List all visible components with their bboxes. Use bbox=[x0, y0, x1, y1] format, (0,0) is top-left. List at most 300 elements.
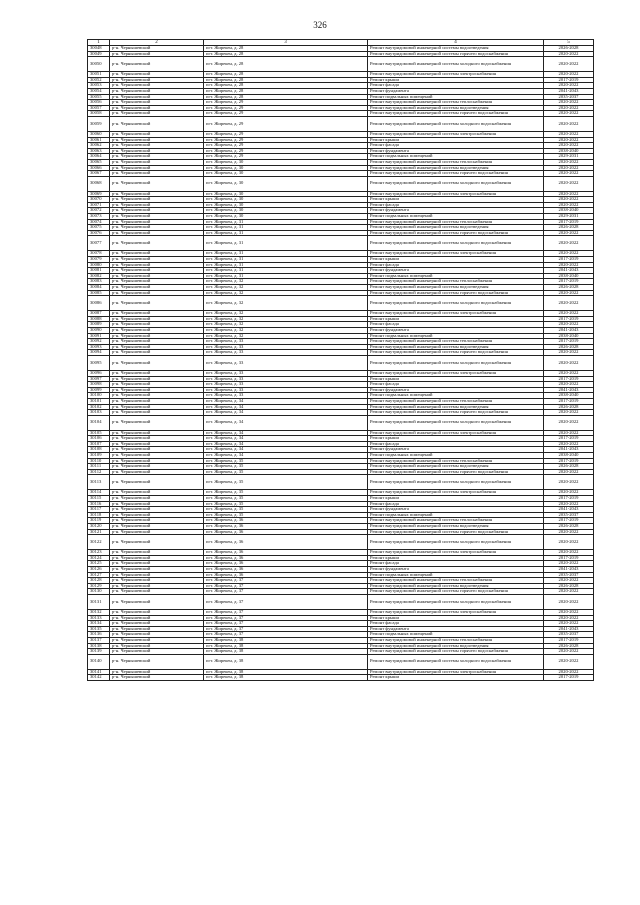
work-type-cell: Ремонт фундамента bbox=[368, 208, 544, 214]
row-number-cell: 30050 bbox=[88, 57, 110, 72]
work-type-cell: Ремонт внутридомовой инженерной системы электроснабжения bbox=[368, 669, 544, 675]
table-row bbox=[88, 675, 594, 681]
address-cell: пгт. Жирекен, д. 31 bbox=[204, 257, 368, 263]
district-cell: р-н. Чернышевский bbox=[110, 105, 204, 111]
row-number-cell: 30065 bbox=[88, 159, 110, 165]
header-cell-2: 2 bbox=[110, 40, 204, 46]
row-number-cell: 30100 bbox=[88, 393, 110, 399]
period-cell: 2017-2019 bbox=[544, 279, 594, 285]
work-type-cell: Ремонт внутридомовой инженерной системы водоотведения bbox=[368, 105, 544, 111]
row-number-cell: 30114 bbox=[88, 490, 110, 496]
district-cell: р-н. Чернышевский bbox=[110, 236, 204, 251]
district-cell: р-н. Чернышевский bbox=[110, 464, 204, 470]
period-cell: 2017-2019 bbox=[544, 316, 594, 322]
period-cell: 2017-2019 bbox=[544, 339, 594, 345]
period-cell: 2020-2022 bbox=[544, 72, 594, 78]
period-cell: 2020-2022 bbox=[544, 561, 594, 567]
work-type-cell: Ремонт фасада bbox=[368, 382, 544, 388]
period-cell: 2020-2022 bbox=[544, 100, 594, 106]
district-cell: р-н. Чернышевский bbox=[110, 230, 204, 236]
address-cell: пгт. Жирекен, д. 33 bbox=[204, 376, 368, 382]
address-cell: пгт. Жирекен, д. 34 bbox=[204, 430, 368, 436]
work-type-cell: Ремонт крыши bbox=[368, 77, 544, 83]
district-cell: р-н. Чернышевский bbox=[110, 675, 204, 681]
district-cell: р-н. Чернышевский bbox=[110, 268, 204, 274]
period-cell: 2041-2043 bbox=[544, 626, 594, 632]
work-type-cell: Ремонт внутридомовой инженерной системы холодного водоснабжения bbox=[368, 654, 544, 669]
row-number-cell: 30094 bbox=[88, 350, 110, 356]
work-type-cell: Ремонт подвальных помещений bbox=[368, 214, 544, 220]
address-cell: пгт. Жирекен, д. 31 bbox=[204, 236, 368, 251]
address-cell: пгт. Жирекен, д. 29 bbox=[204, 148, 368, 154]
address-cell: пгт. Жирекен, д. 38 bbox=[204, 643, 368, 649]
address-cell: пгт. Жирекен, д. 37 bbox=[204, 578, 368, 584]
address-cell: пгт. Жирекен, д. 32 bbox=[204, 296, 368, 311]
district-cell: р-н. Чернышевский bbox=[110, 176, 204, 191]
work-type-cell: Ремонт внутридомовой инженерной системы теплоснабжения bbox=[368, 159, 544, 165]
period-cell: 2041-2043 bbox=[544, 88, 594, 94]
period-cell: 2020-2022 bbox=[544, 202, 594, 208]
district-cell: р-н. Чернышевский bbox=[110, 566, 204, 572]
address-cell: пгт. Жирекен, д. 34 bbox=[204, 453, 368, 459]
district-cell: р-н. Чернышевский bbox=[110, 355, 204, 370]
work-type-cell: Ремонт фундамента bbox=[368, 566, 544, 572]
period-cell: 2020-2022 bbox=[544, 171, 594, 177]
row-number-cell: 30141 bbox=[88, 669, 110, 675]
row-number-cell: 30123 bbox=[88, 550, 110, 556]
address-cell: пгт. Жирекен, д. 36 bbox=[204, 572, 368, 578]
address-cell: пгт. Жирекен, д. 35 bbox=[204, 507, 368, 513]
address-cell: пгт. Жирекен, д. 35 bbox=[204, 496, 368, 502]
work-type-cell: Ремонт подвальных помещений bbox=[368, 453, 544, 459]
work-type-cell: Ремонт внутридомовой инженерной системы горячего водоснабжения bbox=[368, 350, 544, 356]
period-cell: 2020-2022 bbox=[544, 165, 594, 171]
work-type-cell: Ремонт внутридомовой инженерной системы теплоснабжения bbox=[368, 398, 544, 404]
row-number-cell: 30069 bbox=[88, 191, 110, 197]
work-type-cell: Ремонт внутридомовой инженерной системы горячего водоснабжения bbox=[368, 410, 544, 416]
work-type-cell: Ремонт внутридомовой инженерной системы холодного водоснабжения bbox=[368, 415, 544, 430]
district-cell: р-н. Чернышевский bbox=[110, 615, 204, 621]
period-cell: 2020-2022 bbox=[544, 105, 594, 111]
period-cell: 2020-2022 bbox=[544, 111, 594, 117]
district-cell: р-н. Чернышевский bbox=[110, 316, 204, 322]
period-cell: 2038-2040 bbox=[544, 333, 594, 339]
period-cell: 2017-2019 bbox=[544, 637, 594, 643]
period-cell: 2020-2022 bbox=[544, 490, 594, 496]
row-number-cell: 30053 bbox=[88, 83, 110, 89]
work-type-cell: Ремонт внутридомовой инженерной системы электроснабжения bbox=[368, 191, 544, 197]
work-type-cell: Ремонт подвальных помещений bbox=[368, 632, 544, 638]
row-number-cell: 30119 bbox=[88, 518, 110, 524]
district-cell: р-н. Чернышевский bbox=[110, 496, 204, 502]
address-cell: пгт. Жирекен, д. 32 bbox=[204, 327, 368, 333]
district-cell: р-н. Чернышевский bbox=[110, 441, 204, 447]
address-cell: пгт. Жирекен, д. 29 bbox=[204, 154, 368, 160]
table-row bbox=[88, 355, 594, 370]
district-cell: р-н. Чернышевский bbox=[110, 350, 204, 356]
address-cell: пгт. Жирекен, д. 32 bbox=[204, 311, 368, 317]
row-number-cell: 30048 bbox=[88, 46, 110, 52]
district-cell: р-н. Чернышевский bbox=[110, 589, 204, 595]
row-number-cell: 30060 bbox=[88, 131, 110, 137]
row-number-cell: 30133 bbox=[88, 615, 110, 621]
district-cell: р-н. Чернышевский bbox=[110, 46, 204, 52]
period-cell: 2020-2022 bbox=[544, 116, 594, 131]
address-cell: пгт. Жирекен, д. 33 bbox=[204, 339, 368, 345]
row-number-cell: 30091 bbox=[88, 333, 110, 339]
row-number-cell: 30140 bbox=[88, 654, 110, 669]
address-cell: пгт. Жирекен, д. 28 bbox=[204, 88, 368, 94]
work-type-cell: Ремонт внутридомовой инженерной системы горячего водоснабжения bbox=[368, 649, 544, 655]
district-cell: р-н. Чернышевский bbox=[110, 512, 204, 518]
address-cell: пгт. Жирекен, д. 36 bbox=[204, 518, 368, 524]
district-cell: р-н. Чернышевский bbox=[110, 290, 204, 296]
period-cell: 2020-2022 bbox=[544, 159, 594, 165]
district-cell: р-н. Чернышевский bbox=[110, 376, 204, 382]
row-number-cell: 30072 bbox=[88, 208, 110, 214]
row-number-cell: 30103 bbox=[88, 410, 110, 416]
period-cell: 2020-2022 bbox=[544, 131, 594, 137]
row-number-cell: 30089 bbox=[88, 322, 110, 328]
header-cell-5: 5 bbox=[544, 40, 594, 46]
row-number-cell: 30125 bbox=[88, 561, 110, 567]
period-cell: 2020-2022 bbox=[544, 669, 594, 675]
period-cell: 2020-2022 bbox=[544, 311, 594, 317]
district-cell: р-н. Чернышевский bbox=[110, 197, 204, 203]
row-number-cell: 30064 bbox=[88, 154, 110, 160]
address-cell: пгт. Жирекен, д. 36 bbox=[204, 561, 368, 567]
period-cell: 2017-2019 bbox=[544, 257, 594, 263]
table-row bbox=[88, 296, 594, 311]
district-cell: р-н. Чернышевский bbox=[110, 382, 204, 388]
row-number-cell: 30074 bbox=[88, 219, 110, 225]
work-type-cell: Ремонт внутридомовой инженерной системы электроснабжения bbox=[368, 311, 544, 317]
row-number-cell: 30139 bbox=[88, 649, 110, 655]
district-cell: р-н. Чернышевский bbox=[110, 501, 204, 507]
address-cell: пгт. Жирекен, д. 32 bbox=[204, 279, 368, 285]
district-cell: р-н. Чернышевский bbox=[110, 404, 204, 410]
period-cell: 2020-2022 bbox=[544, 236, 594, 251]
work-type-cell: Ремонт внутридомовой инженерной системы холодного водоснабжения bbox=[368, 236, 544, 251]
row-number-cell: 30068 bbox=[88, 176, 110, 191]
address-cell: пгт. Жирекен, д. 36 bbox=[204, 529, 368, 535]
period-cell: 2035-2037 bbox=[544, 572, 594, 578]
district-cell: р-н. Чернышевский bbox=[110, 555, 204, 561]
work-type-cell: Ремонт внутридомовой инженерной системы холодного водоснабжения bbox=[368, 535, 544, 550]
address-cell: пгт. Жирекен, д. 34 bbox=[204, 436, 368, 442]
row-number-cell: 30107 bbox=[88, 441, 110, 447]
row-number-cell: 30137 bbox=[88, 637, 110, 643]
district-cell: р-н. Чернышевский bbox=[110, 296, 204, 311]
period-cell: 2020-2022 bbox=[544, 137, 594, 143]
row-number-cell: 30132 bbox=[88, 609, 110, 615]
district-cell: р-н. Чернышевский bbox=[110, 77, 204, 83]
row-number-cell: 30124 bbox=[88, 555, 110, 561]
district-cell: р-н. Чернышевский bbox=[110, 453, 204, 459]
work-type-cell: Ремонт внутридомовой инженерной системы электроснабжения bbox=[368, 131, 544, 137]
address-cell: пгт. Жирекен, д. 31 bbox=[204, 268, 368, 274]
address-cell: пгт. Жирекен, д. 29 bbox=[204, 137, 368, 143]
address-cell: пгт. Жирекен, д. 33 bbox=[204, 344, 368, 350]
row-number-cell: 30070 bbox=[88, 197, 110, 203]
work-type-cell: Ремонт фундамента bbox=[368, 447, 544, 453]
row-number-cell: 30085 bbox=[88, 290, 110, 296]
period-cell: 2026-2028 bbox=[544, 643, 594, 649]
row-number-cell: 30056 bbox=[88, 100, 110, 106]
district-cell: р-н. Чернышевский bbox=[110, 393, 204, 399]
work-type-cell: Ремонт подвальных помещений bbox=[368, 393, 544, 399]
period-cell: 2020-2022 bbox=[544, 355, 594, 370]
row-number-cell: 30121 bbox=[88, 529, 110, 535]
district-cell: р-н. Чернышевский bbox=[110, 143, 204, 149]
work-type-cell: Ремонт внутридомовой инженерной системы электроснабжения bbox=[368, 370, 544, 376]
district-cell: р-н. Чернышевский bbox=[110, 436, 204, 442]
row-number-cell: 30109 bbox=[88, 453, 110, 459]
table-row bbox=[88, 475, 594, 490]
period-cell: 2020-2022 bbox=[544, 296, 594, 311]
period-cell: 2020-2022 bbox=[544, 57, 594, 72]
work-type-cell: Ремонт внутридомовой инженерной системы теплоснабжения bbox=[368, 458, 544, 464]
row-number-cell: 30099 bbox=[88, 387, 110, 393]
row-number-cell: 30078 bbox=[88, 251, 110, 257]
work-type-cell: Ремонт внутридомовой инженерной системы водоотведения bbox=[368, 46, 544, 52]
row-number-cell: 30092 bbox=[88, 339, 110, 345]
district-cell: р-н. Чернышевский bbox=[110, 387, 204, 393]
district-cell: р-н. Чернышевский bbox=[110, 507, 204, 513]
period-cell: 2017-2019 bbox=[544, 398, 594, 404]
district-cell: р-н. Чернышевский bbox=[110, 51, 204, 57]
work-type-cell: Ремонт внутридомовой инженерной системы водоотведения bbox=[368, 285, 544, 291]
period-cell: 2020-2022 bbox=[544, 529, 594, 535]
address-cell: пгт. Жирекен, д. 29 bbox=[204, 111, 368, 117]
work-type-cell: Ремонт фасада bbox=[368, 322, 544, 328]
work-type-cell: Ремонт внутридомовой инженерной системы электроснабжения bbox=[368, 490, 544, 496]
district-cell: р-н. Чернышевский bbox=[110, 370, 204, 376]
row-number-cell: 30063 bbox=[88, 148, 110, 154]
address-cell: пгт. Жирекен, д. 28 bbox=[204, 83, 368, 89]
table-row bbox=[88, 535, 594, 550]
work-type-cell: Ремонт крыши bbox=[368, 555, 544, 561]
address-cell: пгт. Жирекен, д. 35 bbox=[204, 469, 368, 475]
address-cell: пгт. Жирекен, д. 29 bbox=[204, 105, 368, 111]
work-type-cell: Ремонт внутридомовой инженерной системы водоотведения bbox=[368, 643, 544, 649]
work-type-cell: Ремонт крыши bbox=[368, 436, 544, 442]
row-number-cell: 30079 bbox=[88, 257, 110, 263]
address-cell: пгт. Жирекен, д. 35 bbox=[204, 458, 368, 464]
period-cell: 2020-2022 bbox=[544, 251, 594, 257]
district-cell: р-н. Чернышевский bbox=[110, 116, 204, 131]
period-cell: 2020-2022 bbox=[544, 621, 594, 627]
address-cell: пгт. Жирекен, д. 30 bbox=[204, 208, 368, 214]
work-type-cell: Ремонт фундамента bbox=[368, 507, 544, 513]
work-type-cell: Ремонт внутридомовой инженерной системы холодного водоснабжения bbox=[368, 57, 544, 72]
address-cell: пгт. Жирекен, д. 35 bbox=[204, 475, 368, 490]
address-cell: пгт. Жирекен, д. 32 bbox=[204, 322, 368, 328]
row-number-cell: 30076 bbox=[88, 230, 110, 236]
district-cell: р-н. Чернышевский bbox=[110, 339, 204, 345]
work-type-cell: Ремонт внутридомовой инженерной системы холодного водоснабжения bbox=[368, 116, 544, 131]
work-type-cell: Ремонт крыши bbox=[368, 675, 544, 681]
district-cell: р-н. Чернышевский bbox=[110, 251, 204, 257]
period-cell: 2020-2022 bbox=[544, 322, 594, 328]
work-type-cell: Ремонт внутридомовой инженерной системы водоотведения bbox=[368, 464, 544, 470]
work-type-cell: Ремонт подвальных помещений bbox=[368, 572, 544, 578]
address-cell: пгт. Жирекен, д. 37 bbox=[204, 594, 368, 609]
work-type-cell: Ремонт внутридомовой инженерной системы водоотведения bbox=[368, 225, 544, 231]
work-type-cell: Ремонт фундамента bbox=[368, 268, 544, 274]
period-cell: 2017-2019 bbox=[544, 555, 594, 561]
district-cell: р-н. Чернышевский bbox=[110, 649, 204, 655]
district-cell: р-н. Чернышевский bbox=[110, 57, 204, 72]
work-type-cell: Ремонт внутридомовой инженерной системы горячего водоснабжения bbox=[368, 111, 544, 117]
repair-schedule-table bbox=[87, 39, 594, 681]
district-cell: р-н. Чернышевский bbox=[110, 410, 204, 416]
address-cell: пгт. Жирекен, д. 33 bbox=[204, 382, 368, 388]
period-cell: 2020-2022 bbox=[544, 578, 594, 584]
row-number-cell: 30126 bbox=[88, 566, 110, 572]
header-cell-3: 3 bbox=[204, 40, 368, 46]
address-cell: пгт. Жирекен, д. 30 bbox=[204, 197, 368, 203]
district-cell: р-н. Чернышевский bbox=[110, 529, 204, 535]
address-cell: пгт. Жирекен, д. 37 bbox=[204, 621, 368, 627]
district-cell: р-н. Чернышевский bbox=[110, 311, 204, 317]
address-cell: пгт. Жирекен, д. 33 bbox=[204, 350, 368, 356]
district-cell: р-н. Чернышевский bbox=[110, 654, 204, 669]
district-cell: р-н. Чернышевский bbox=[110, 154, 204, 160]
work-type-cell: Ремонт крыши bbox=[368, 496, 544, 502]
page-number: 326 bbox=[313, 20, 327, 30]
row-number-cell: 30113 bbox=[88, 475, 110, 490]
period-cell: 2041-2043 bbox=[544, 387, 594, 393]
address-cell: пгт. Жирекен, д. 34 bbox=[204, 447, 368, 453]
row-number-cell: 30071 bbox=[88, 202, 110, 208]
district-cell: р-н. Чернышевский bbox=[110, 535, 204, 550]
address-cell: пгт. Жирекен, д. 29 bbox=[204, 131, 368, 137]
address-cell: пгт. Жирекен, д. 35 bbox=[204, 501, 368, 507]
address-cell: пгт. Жирекен, д. 30 bbox=[204, 176, 368, 191]
period-cell: 2035-2037 bbox=[544, 632, 594, 638]
district-cell: р-н. Чернышевский bbox=[110, 524, 204, 530]
district-cell: р-н. Чернышевский bbox=[110, 609, 204, 615]
district-cell: р-н. Чернышевский bbox=[110, 273, 204, 279]
period-cell: 2020-2022 bbox=[544, 415, 594, 430]
district-cell: р-н. Чернышевский bbox=[110, 219, 204, 225]
work-type-cell: Ремонт внутридомовой инженерной системы горячего водоснабжения bbox=[368, 469, 544, 475]
row-number-cell: 30128 bbox=[88, 578, 110, 584]
address-cell: пгт. Жирекен, д. 38 bbox=[204, 675, 368, 681]
work-type-cell: Ремонт фундамента bbox=[368, 387, 544, 393]
work-type-cell: Ремонт крыши bbox=[368, 137, 544, 143]
address-cell: пгт. Жирекен, д. 33 bbox=[204, 370, 368, 376]
period-cell: 2020-2022 bbox=[544, 262, 594, 268]
period-cell: 2017-2019 bbox=[544, 458, 594, 464]
header-cell-4: 4 bbox=[368, 40, 544, 46]
district-cell: р-н. Чернышевский bbox=[110, 458, 204, 464]
district-cell: р-н. Чернышевский bbox=[110, 518, 204, 524]
work-type-cell: Ремонт внутридомовой инженерной системы теплоснабжения bbox=[368, 578, 544, 584]
row-number-cell: 30067 bbox=[88, 171, 110, 177]
row-number-cell: 30081 bbox=[88, 268, 110, 274]
district-cell: р-н. Чернышевский bbox=[110, 637, 204, 643]
work-type-cell: Ремонт внутридомовой инженерной системы горячего водоснабжения bbox=[368, 51, 544, 57]
row-number-cell: 30104 bbox=[88, 415, 110, 430]
row-number-cell: 30110 bbox=[88, 458, 110, 464]
row-number-cell: 30088 bbox=[88, 316, 110, 322]
address-cell: пгт. Жирекен, д. 34 bbox=[204, 398, 368, 404]
period-cell: 2017-2019 bbox=[544, 675, 594, 681]
address-cell: пгт. Жирекен, д. 33 bbox=[204, 387, 368, 393]
district-cell: р-н. Чернышевский bbox=[110, 208, 204, 214]
district-cell: р-н. Чернышевский bbox=[110, 550, 204, 556]
period-cell: 2020-2022 bbox=[544, 594, 594, 609]
address-cell: пгт. Жирекен, д. 28 bbox=[204, 57, 368, 72]
address-cell: пгт. Жирекен, д. 34 bbox=[204, 441, 368, 447]
period-cell: 2038-2040 bbox=[544, 453, 594, 459]
row-number-cell: 30118 bbox=[88, 512, 110, 518]
district-cell: р-н. Чернышевский bbox=[110, 621, 204, 627]
row-number-cell: 30077 bbox=[88, 236, 110, 251]
period-cell: 2026-2028 bbox=[544, 344, 594, 350]
period-cell: 2020-2022 bbox=[544, 197, 594, 203]
work-type-cell: Ремонт внутридомовой инженерной системы холодного водоснабжения bbox=[368, 355, 544, 370]
district-cell: р-н. Чернышевский bbox=[110, 111, 204, 117]
work-type-cell: Ремонт внутридомовой инженерной системы теплоснабжения bbox=[368, 339, 544, 345]
district-cell: р-н. Чернышевский bbox=[110, 148, 204, 154]
table-body bbox=[88, 40, 594, 681]
address-cell: пгт. Жирекен, д. 38 bbox=[204, 669, 368, 675]
address-cell: пгт. Жирекен, д. 38 bbox=[204, 649, 368, 655]
work-type-cell: Ремонт внутридомовой инженерной системы электроснабжения bbox=[368, 609, 544, 615]
address-cell: пгт. Жирекен, д. 34 bbox=[204, 415, 368, 430]
district-cell: р-н. Чернышевский bbox=[110, 257, 204, 263]
address-cell: пгт. Жирекен, д. 32 bbox=[204, 333, 368, 339]
period-cell: 2029-2031 bbox=[544, 214, 594, 220]
period-cell: 2038-2040 bbox=[544, 273, 594, 279]
district-cell: р-н. Чернышевский bbox=[110, 572, 204, 578]
address-cell: пгт. Жирекен, д. 28 bbox=[204, 51, 368, 57]
period-cell: 2020-2022 bbox=[544, 290, 594, 296]
district-cell: р-н. Чернышевский bbox=[110, 72, 204, 78]
row-number-cell: 30136 bbox=[88, 632, 110, 638]
header-cell-1: 1 bbox=[88, 40, 110, 46]
district-cell: р-н. Чернышевский bbox=[110, 159, 204, 165]
work-type-cell: Ремонт внутридомовой инженерной системы электроснабжения bbox=[368, 430, 544, 436]
district-cell: р-н. Чернышевский bbox=[110, 94, 204, 100]
row-number-cell: 30080 bbox=[88, 262, 110, 268]
district-cell: р-н. Чернышевский bbox=[110, 643, 204, 649]
work-type-cell: Ремонт фундамента bbox=[368, 327, 544, 333]
address-cell: пгт. Жирекен, д. 30 bbox=[204, 171, 368, 177]
row-number-cell: 30095 bbox=[88, 355, 110, 370]
period-cell: 2041-2043 bbox=[544, 268, 594, 274]
row-number-cell: 30061 bbox=[88, 137, 110, 143]
district-cell: р-н. Чернышевский bbox=[110, 398, 204, 404]
address-cell: пгт. Жирекен, д. 32 bbox=[204, 290, 368, 296]
row-number-cell: 30057 bbox=[88, 105, 110, 111]
address-cell: пгт. Жирекен, д. 30 bbox=[204, 202, 368, 208]
work-type-cell: Ремонт крыши bbox=[368, 257, 544, 263]
address-cell: пгт. Жирекен, д. 35 bbox=[204, 490, 368, 496]
work-type-cell: Ремонт фасада bbox=[368, 441, 544, 447]
district-cell: р-н. Чернышевский bbox=[110, 225, 204, 231]
period-cell: 2020-2022 bbox=[544, 51, 594, 57]
period-cell: 2020-2022 bbox=[544, 191, 594, 197]
work-type-cell: Ремонт внутридомовой инженерной системы водоотведения bbox=[368, 524, 544, 530]
work-type-cell: Ремонт крыши bbox=[368, 376, 544, 382]
work-type-cell: Ремонт внутридомовой инженерной системы теплоснабжения bbox=[368, 637, 544, 643]
row-number-cell: 30134 bbox=[88, 621, 110, 627]
row-number-cell: 30101 bbox=[88, 398, 110, 404]
